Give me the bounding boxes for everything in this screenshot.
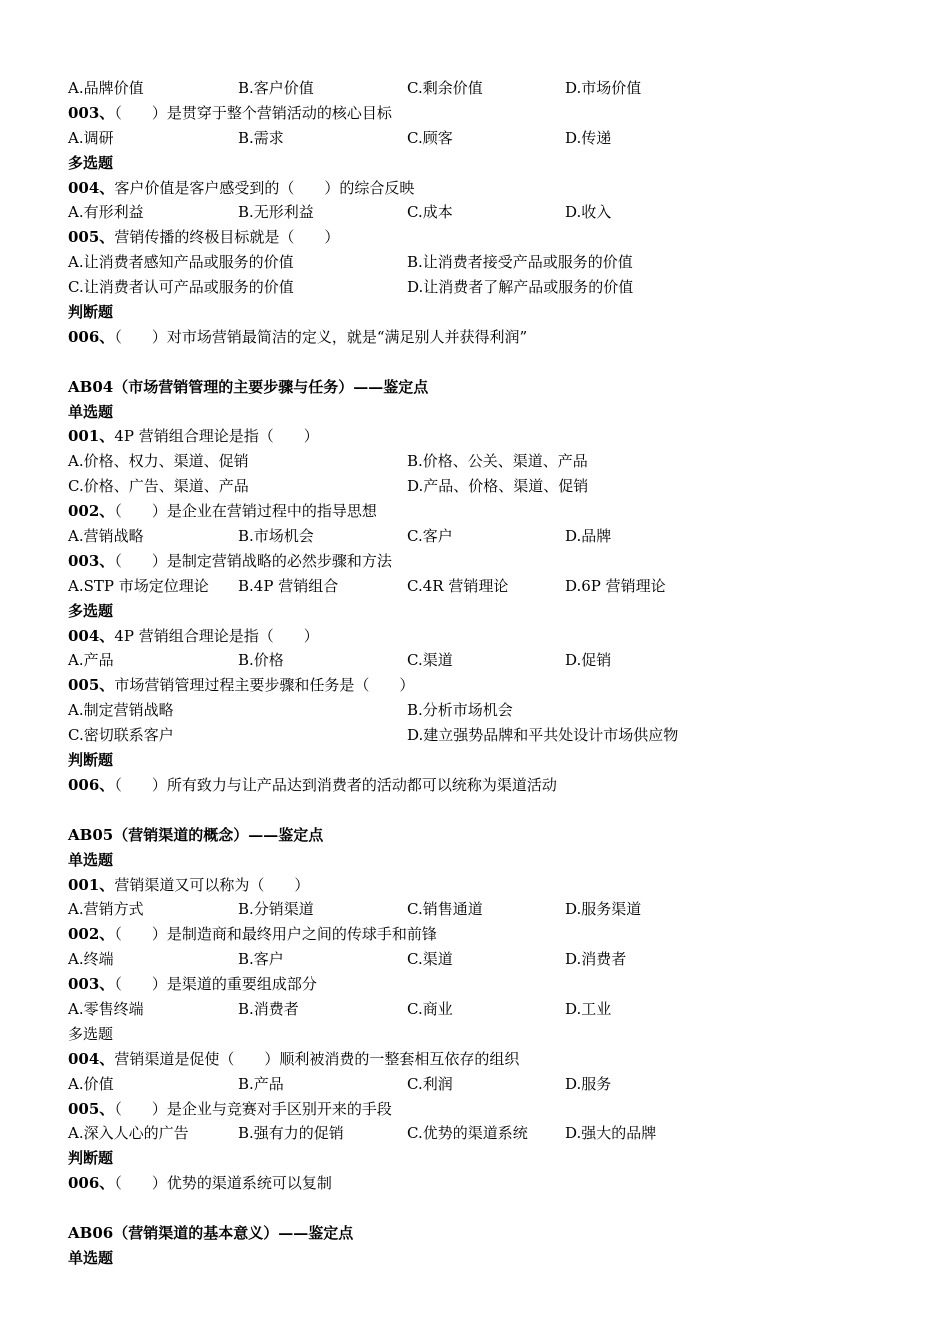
option-row bbox=[68, 524, 928, 549]
answer-option: C.优势的渠道系统 bbox=[407, 1124, 528, 1143]
answer-option: A.营销方式 bbox=[68, 900, 144, 919]
answer-option: D.市场价值 bbox=[565, 79, 642, 97]
answer-option: D.产品、价格、渠道、促销 bbox=[407, 477, 589, 496]
answer-option: C.成本 bbox=[407, 203, 453, 222]
question-stem: 4P 营销组合理论是指（ ） bbox=[114, 626, 319, 645]
option-row bbox=[68, 449, 928, 474]
question-stem: （ ）优势的渠道系统可以复制 bbox=[114, 1174, 332, 1193]
answer-option: D.让消费者了解产品或服务的价值 bbox=[407, 278, 634, 297]
answer-option: D.传递 bbox=[565, 128, 612, 147]
question-text bbox=[68, 673, 928, 698]
answer-option: C.客户 bbox=[407, 527, 453, 546]
question-text bbox=[68, 922, 928, 947]
option-row bbox=[68, 698, 928, 723]
answer-option: C.利润 bbox=[407, 1074, 453, 1093]
answer-option: C.渠道 bbox=[407, 950, 453, 969]
answer-option: B.强有力的促销 bbox=[238, 1124, 344, 1143]
option-row bbox=[68, 1121, 928, 1146]
question-stem: （ ）是制造商和最终用户之间的传球手和前锋 bbox=[114, 925, 437, 944]
answer-option: C.剩余价值 bbox=[407, 79, 483, 97]
question-text bbox=[68, 424, 928, 449]
answer-option: D.建立强势品牌和平共处设计市场供应物 bbox=[407, 726, 679, 745]
option-row bbox=[68, 250, 928, 275]
option-row bbox=[68, 574, 928, 599]
answer-option: A.价值 bbox=[68, 1074, 114, 1093]
section-title: AB06（营销渠道的基本意义）——鉴定点 bbox=[68, 1223, 354, 1242]
question-stem: 营销传播的终极目标就是（ ） bbox=[114, 228, 340, 247]
question-text bbox=[68, 101, 928, 126]
answer-option: D.工业 bbox=[565, 999, 612, 1018]
question-type-heading: 判断题 bbox=[68, 303, 114, 322]
question-stem: （ ）是渠道的重要组成部分 bbox=[114, 975, 317, 994]
question-number: 006、 bbox=[68, 775, 115, 794]
question-stem: 营销渠道是促使（ ）顺利被消费的一整套相互依存的组织 bbox=[114, 1049, 520, 1068]
question-type-heading: 多选题 bbox=[68, 1024, 114, 1043]
answer-option: A.产品 bbox=[68, 651, 114, 670]
question-text bbox=[68, 499, 928, 524]
question-number: 004、 bbox=[68, 626, 115, 645]
question-number: 002、 bbox=[68, 502, 115, 521]
question-number: 004、 bbox=[68, 1049, 115, 1068]
answer-option: B.分析市场机会 bbox=[407, 701, 513, 720]
option-row bbox=[68, 76, 928, 101]
answer-option: B.消费者 bbox=[238, 999, 299, 1018]
answer-option: D.促销 bbox=[565, 651, 612, 670]
answer-option: B.让消费者接受产品或服务的价值 bbox=[407, 253, 633, 272]
question-text bbox=[68, 1047, 928, 1072]
question-type-heading: 单选题 bbox=[68, 402, 114, 421]
answer-option: A.有形利益 bbox=[68, 203, 144, 222]
document-page bbox=[68, 76, 928, 1271]
answer-option: B.价格 bbox=[238, 651, 284, 670]
question-stem: 4P 营销组合理论是指（ ） bbox=[114, 427, 319, 446]
question-text bbox=[68, 325, 928, 350]
question-number: 003、 bbox=[68, 551, 115, 570]
question-stem: 客户价值是客户感受到的（ ）的综合反映 bbox=[114, 178, 415, 197]
question-number: 005、 bbox=[68, 228, 115, 247]
answer-option: D.强大的品牌 bbox=[565, 1124, 657, 1143]
answer-option: A.调研 bbox=[68, 128, 114, 147]
option-row bbox=[68, 947, 928, 972]
answer-option: B.价格、公关、渠道、产品 bbox=[407, 452, 588, 471]
option-row bbox=[68, 126, 928, 151]
answer-option: D.服务渠道 bbox=[565, 900, 642, 919]
question-stem: （ ）是企业在营销过程中的指导思想 bbox=[114, 502, 377, 521]
question-stem: （ ）对市场营销最简洁的定义，就是“满足别人并获得利润” bbox=[114, 327, 528, 346]
question-text bbox=[68, 773, 928, 798]
question-text bbox=[68, 176, 928, 201]
option-row bbox=[68, 997, 928, 1022]
option-row bbox=[68, 897, 928, 922]
question-number: 005、 bbox=[68, 676, 115, 695]
answer-option: C.顾客 bbox=[407, 128, 453, 147]
question-type-heading: 多选题 bbox=[68, 601, 114, 620]
answer-option: A.终端 bbox=[68, 950, 114, 969]
answer-option: A.零售终端 bbox=[68, 999, 144, 1018]
answer-option: C.让消费者认可产品或服务的价值 bbox=[68, 278, 294, 297]
question-text bbox=[68, 624, 928, 649]
question-number: 002、 bbox=[68, 925, 115, 944]
answer-option: C.密切联系客户 bbox=[68, 726, 174, 745]
answer-option: A.价格、权力、渠道、促销 bbox=[68, 452, 249, 471]
question-number: 005、 bbox=[68, 1099, 115, 1118]
answer-option: A.STP 市场定位理论 bbox=[68, 576, 209, 595]
answer-option: D.6P 营销理论 bbox=[565, 576, 666, 595]
question-text bbox=[68, 972, 928, 997]
option-row bbox=[68, 200, 928, 225]
answer-option: D.服务 bbox=[565, 1074, 612, 1093]
question-text bbox=[68, 1097, 928, 1122]
option-row bbox=[68, 1072, 928, 1097]
answer-option: B.客户 bbox=[238, 950, 284, 969]
option-row bbox=[68, 275, 928, 300]
answer-option: C.价格、广告、渠道、产品 bbox=[68, 477, 249, 496]
section-title: AB05（营销渠道的概念）——鉴定点 bbox=[68, 825, 324, 844]
answer-option: B.产品 bbox=[238, 1074, 284, 1093]
answer-option: D.收入 bbox=[565, 203, 612, 222]
answer-option: B.市场机会 bbox=[238, 527, 314, 546]
section-title: AB04（市场营销管理的主要步骤与任务）——鉴定点 bbox=[68, 377, 429, 396]
answer-option: A.深入人心的广告 bbox=[68, 1124, 189, 1143]
answer-option: B.需求 bbox=[238, 128, 284, 147]
answer-option: D.品牌 bbox=[565, 527, 612, 546]
answer-option: C.商业 bbox=[407, 999, 453, 1018]
answer-option: B.分销渠道 bbox=[238, 900, 314, 919]
option-row bbox=[68, 723, 928, 748]
answer-option: A.营销战略 bbox=[68, 527, 144, 546]
question-text bbox=[68, 225, 928, 250]
question-type-heading: 单选题 bbox=[68, 850, 114, 869]
answer-option: D.消费者 bbox=[565, 950, 627, 969]
answer-option: C.销售通道 bbox=[407, 900, 483, 919]
question-text bbox=[68, 549, 928, 574]
answer-option: A.制定营销战略 bbox=[68, 701, 174, 720]
question-type-heading: 单选题 bbox=[68, 1248, 114, 1267]
question-number: 006、 bbox=[68, 327, 115, 346]
answer-option: C.渠道 bbox=[407, 651, 453, 670]
question-stem: 营销渠道又可以称为（ ） bbox=[114, 875, 310, 894]
answer-option: B.无形利益 bbox=[238, 203, 314, 222]
answer-option: A.让消费者感知产品或服务的价值 bbox=[68, 253, 294, 272]
question-text bbox=[68, 1171, 928, 1196]
answer-option: B.客户价值 bbox=[238, 79, 314, 97]
question-text bbox=[68, 873, 928, 898]
option-row bbox=[68, 648, 928, 673]
question-number: 003、 bbox=[68, 103, 115, 122]
question-number: 001、 bbox=[68, 875, 115, 894]
question-type-heading: 判断题 bbox=[68, 751, 114, 770]
answer-option: C.4R 营销理论 bbox=[407, 576, 509, 595]
question-stem: （ ）所有致力与让产品达到消费者的活动都可以统称为渠道活动 bbox=[114, 775, 557, 794]
question-number: 006、 bbox=[68, 1174, 115, 1193]
question-type-heading: 判断题 bbox=[68, 1149, 114, 1168]
question-stem: （ ）是贯穿于整个营销活动的核心目标 bbox=[114, 103, 392, 122]
question-stem: （ ）是制定营销战略的必然步骤和方法 bbox=[114, 551, 392, 570]
question-number: 003、 bbox=[68, 975, 115, 994]
answer-option: A.品牌价值 bbox=[68, 79, 144, 97]
question-stem: （ ）是企业与竞赛对手区别开来的手段 bbox=[114, 1099, 392, 1118]
question-number: 001、 bbox=[68, 427, 115, 446]
question-stem: 市场营销管理过程主要步骤和任务是（ ） bbox=[114, 676, 415, 695]
option-row bbox=[68, 474, 928, 499]
question-number: 004、 bbox=[68, 178, 115, 197]
question-type-heading: 多选题 bbox=[68, 153, 114, 172]
answer-option: B.4P 营销组合 bbox=[238, 576, 339, 595]
